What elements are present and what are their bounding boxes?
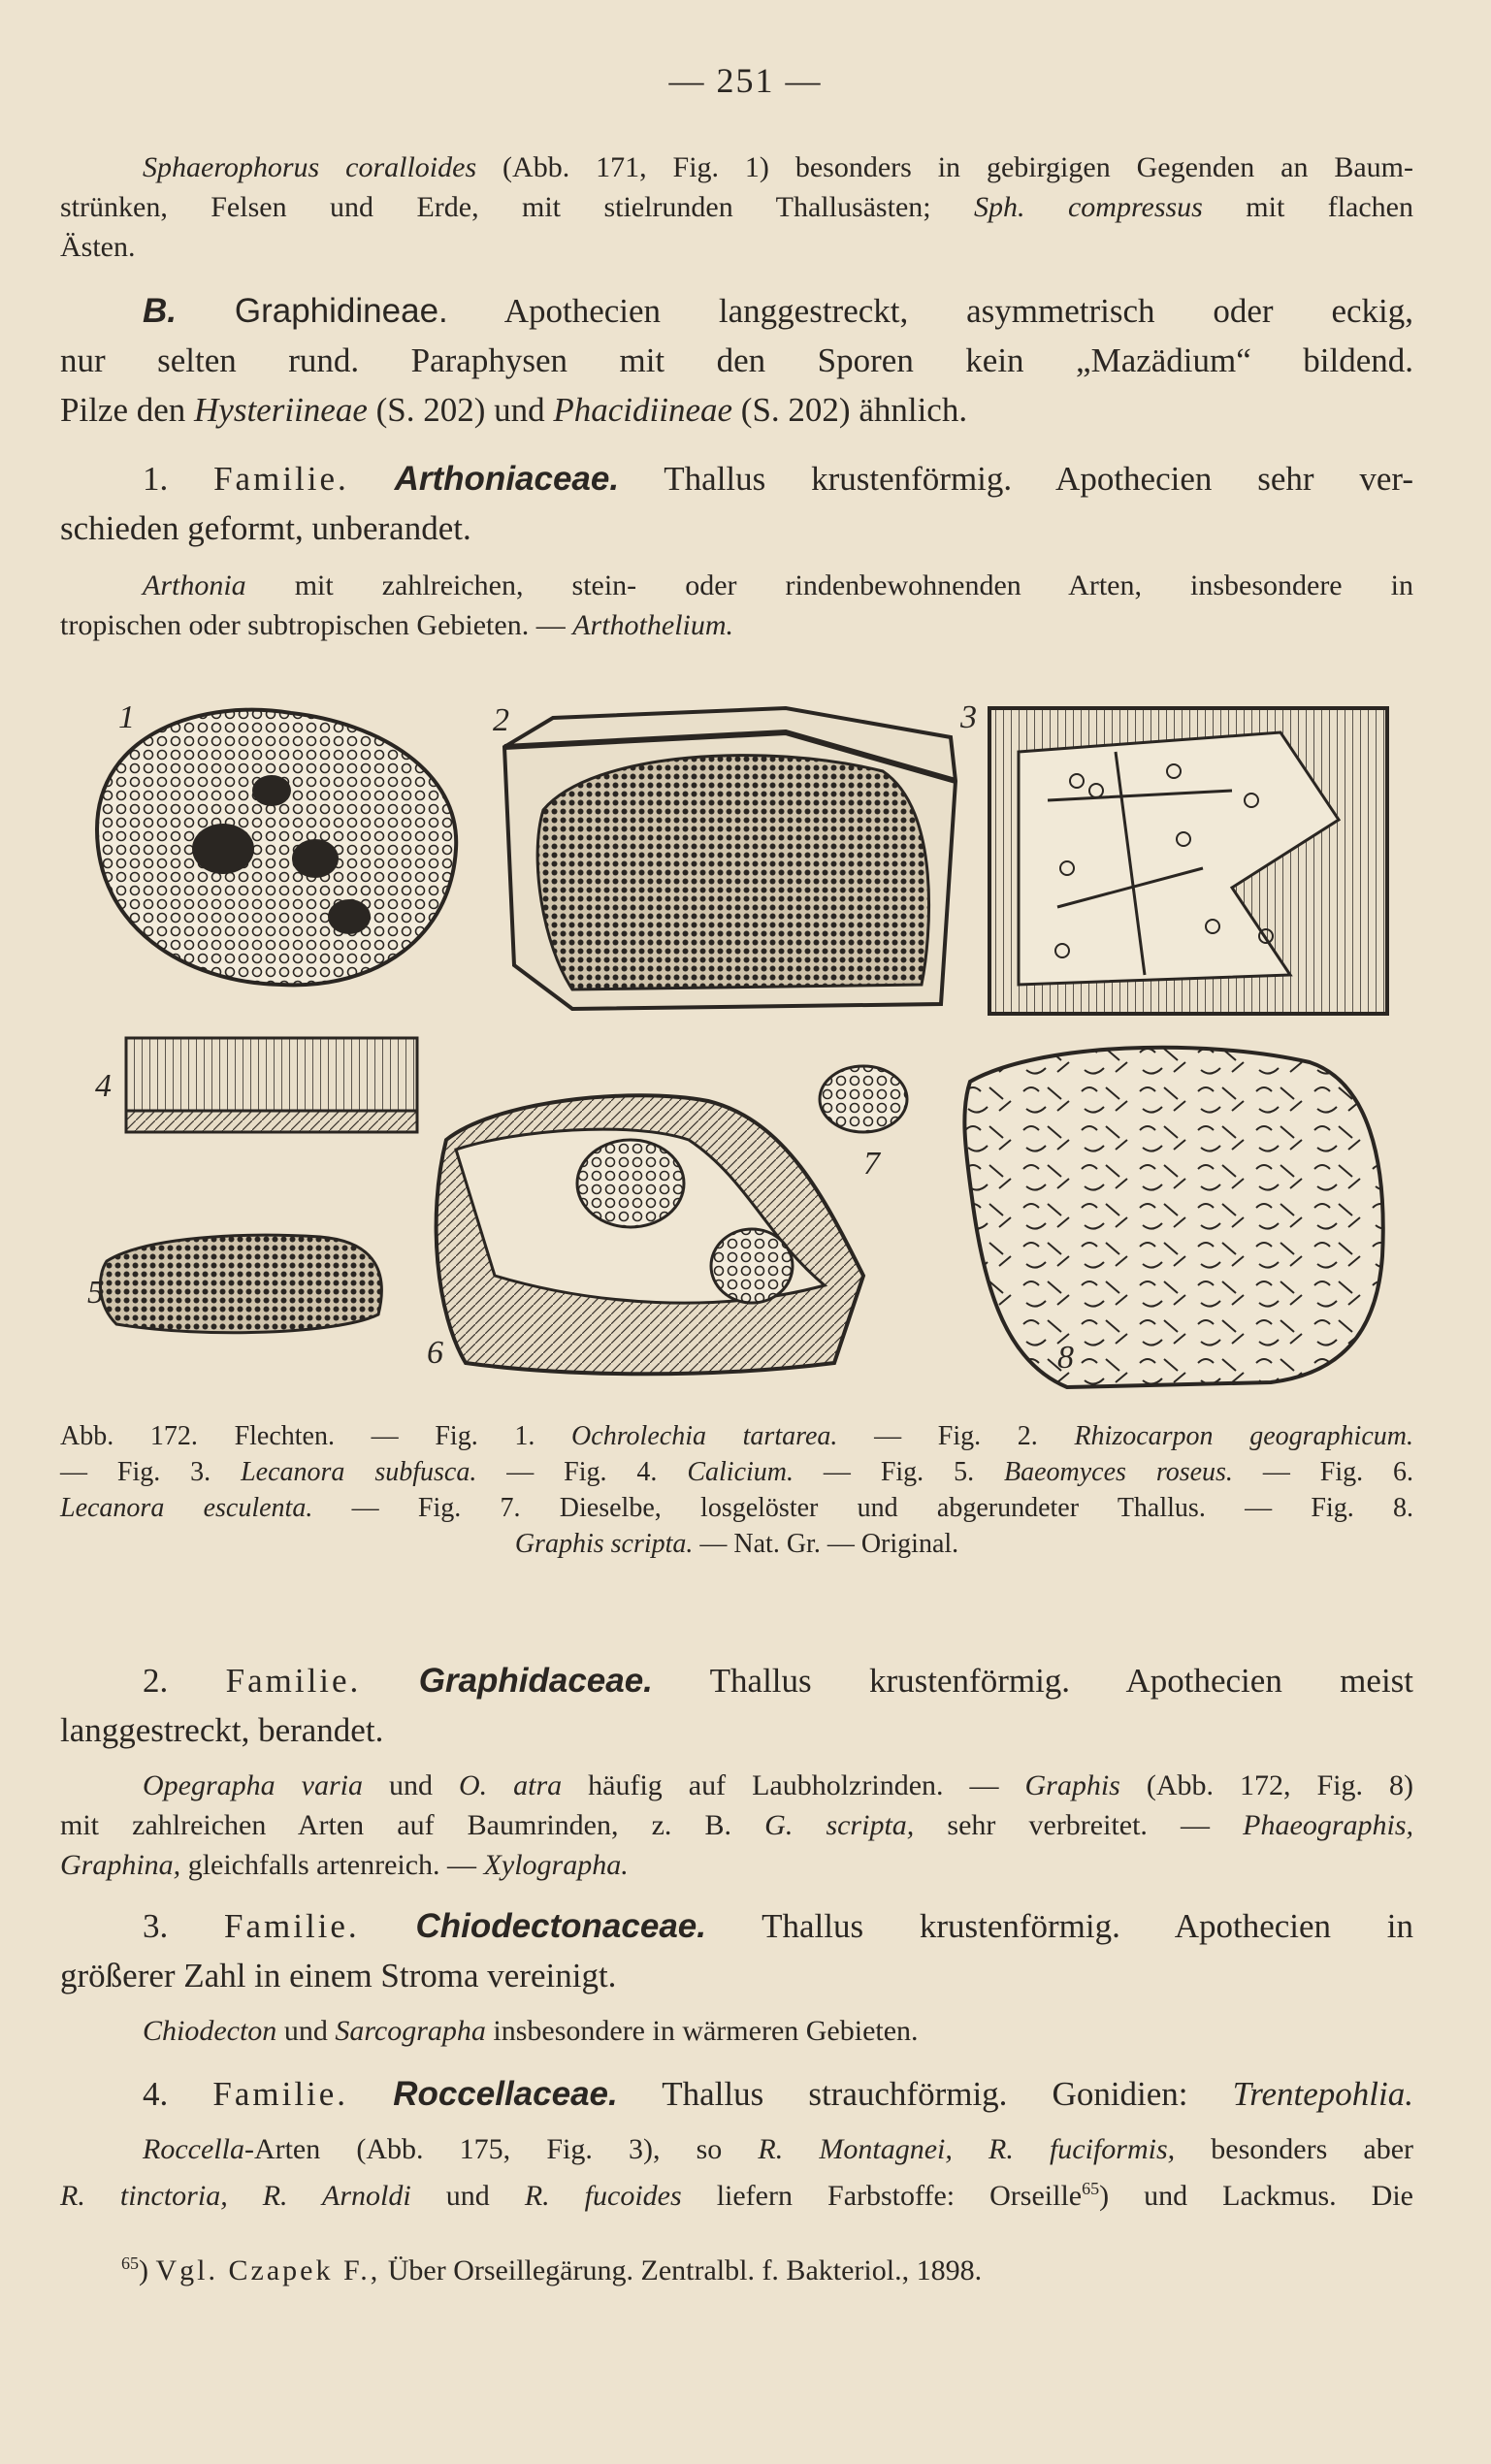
text-run: häufig auf Laubholzrinden. — [562, 1769, 1025, 1801]
fig-5-baeomyces [100, 1235, 381, 1332]
text-run: besonders aber [1175, 2133, 1414, 2165]
text-line [60, 336, 1413, 385]
text-line [60, 2011, 1413, 2051]
paragraph-opegrapha [60, 1766, 1413, 1885]
text-run: — Fig. 7. Dieselbe, losgelöster und abgerundeter Thallus. — Fig. 8. [312, 1493, 1414, 1523]
family-label: Familie. [213, 460, 349, 498]
text-run: Thallus krustenförmig. Apothecien sehr ver- [619, 460, 1414, 498]
fig-label-3: 3 [960, 699, 977, 735]
text-line [60, 1766, 1413, 1805]
family-number: 1. [143, 460, 214, 498]
text-line [60, 1901, 1413, 1951]
text-run: Über Orseillegärung. Zentralbl. f. Bakteriol., 1898. [380, 2254, 983, 2286]
fig-3-lecanora-subfusca [989, 708, 1387, 1014]
text-line [60, 1705, 1413, 1755]
genus-name: Graphina, [60, 1849, 181, 1881]
family-chiodectonaceae [60, 1901, 1413, 2000]
fig-label-4: 4 [95, 1068, 112, 1104]
caption-line [60, 1526, 1413, 1562]
genus-name: Arthonia [143, 569, 246, 601]
caption-line [60, 1454, 1413, 1490]
text-run: liefern Farbstoffe: Orseille [681, 2180, 1083, 2212]
text-run: — Fig. 5. [794, 1457, 1004, 1487]
genus-name: Sarcographa [335, 2015, 486, 2047]
text-run: mit flachen [1202, 191, 1414, 223]
text-run: Thallus krustenförmig. Apothecien meist [652, 1662, 1414, 1700]
text-line [60, 605, 1413, 645]
species-name: Rhizocarpon geographicum. [1074, 1421, 1413, 1451]
text-run: Thallus strauchförmig. Gonidien: [617, 2075, 1233, 2113]
species-name: R. fucoides [524, 2180, 682, 2212]
text-line [60, 1805, 1413, 1845]
fig-label-8: 8 [1057, 1340, 1074, 1376]
species-name: Opegrapha varia [143, 1769, 363, 1801]
footnote-marker: 65 [121, 2253, 139, 2273]
fig-1-ochrolechia [97, 710, 456, 986]
text-run: größerer Zahl in einem Stroma vereinigt. [60, 1957, 617, 1994]
text-run: -Arten (Abb. 175, Fig. 3), so [243, 2133, 759, 2165]
text-run: Pilze den [60, 391, 195, 429]
footnote-reference: 65 [1082, 2179, 1100, 2198]
species-name: R. Montagnei, R. fuciformis, [758, 2133, 1176, 2165]
text-run: gleichfalls artenreich. — [180, 1849, 484, 1881]
section-title: Graphidineae. [234, 292, 448, 330]
lichen-illustration [87, 694, 1407, 1407]
species-name: Lecanora esculenta. [60, 1493, 313, 1523]
genus-name: Arthothelium. [572, 609, 734, 641]
fig-7-thallus [820, 1066, 907, 1132]
text-line [60, 1845, 1413, 1885]
text-run: Abb. 172. Flechten. — Fig. 1. [60, 1421, 572, 1451]
species-name: G. scripta, [764, 1809, 915, 1841]
section-graphidineae [60, 286, 1413, 435]
text-run: Thallus krustenförmig. Apothecien in [705, 1907, 1413, 1945]
paragraph-arthonia [60, 566, 1413, 645]
paragraph-sphaerophorus [60, 147, 1413, 267]
text-run: mit zahlreichen Arten auf Baumrinden, z. B. [60, 1809, 765, 1841]
text-line [60, 2069, 1413, 2119]
family-name: Roccellaceae. [393, 2075, 618, 2113]
genus-name: Phaeographis, [1243, 1809, 1413, 1841]
family-graphidaceae [60, 1656, 1413, 1755]
species-name: R. tinctoria, R. Arnoldi [60, 2180, 411, 2212]
fig-2-rhizocarpon [504, 708, 956, 1009]
text-line [60, 2169, 1413, 2216]
species-name: Sphaerophorus coralloides [143, 151, 477, 183]
text-line [60, 227, 1413, 267]
text-run: ) [139, 2254, 156, 2286]
family-roccellaceae [60, 2069, 1413, 2119]
text-run: — Fig. 2. [837, 1421, 1075, 1451]
text-run: langgestreckt, berandet. [60, 1711, 384, 1749]
species-name: Calicium. [687, 1457, 794, 1487]
family-label: Familie. [212, 2075, 349, 2113]
caption-line [60, 1418, 1413, 1454]
taxon-name: Phacidiineae [553, 391, 733, 429]
family-label: Familie. [225, 1662, 362, 1700]
family-name: Graphidaceae. [418, 1662, 653, 1700]
genus-name: Xylographa. [483, 1849, 629, 1881]
genus-name: Graphis [1024, 1769, 1120, 1801]
fig-label-6: 6 [427, 1335, 443, 1371]
family-number: 2. [143, 1662, 226, 1700]
text-line [60, 286, 1413, 336]
text-line [60, 1656, 1413, 1705]
fig-label-5: 5 [87, 1275, 104, 1311]
fig-label-2: 2 [493, 702, 509, 738]
text-run: mit zahlreichen, stein- oder rindenbewohnenden Arten, insbesondere in [245, 569, 1413, 601]
species-name: Ochrolechia tartarea. [571, 1421, 838, 1451]
text-line [60, 503, 1413, 553]
text-run: (S. 202) und [367, 391, 554, 429]
family-label: Familie. [224, 1907, 360, 1945]
paragraph-chiodecton [60, 2011, 1413, 2051]
taxon-name: Hysteriineae [194, 391, 368, 429]
text-run: und [362, 1769, 459, 1801]
text-run: ) und Lackmus. Die [1099, 2180, 1413, 2212]
text-run: und [410, 2180, 525, 2212]
text-run: — Fig. 3. [60, 1457, 242, 1487]
footnote-author: Vgl. Czapek F., [155, 2254, 381, 2286]
text-line [60, 2129, 1413, 2169]
text-line [60, 1951, 1413, 2000]
species-name: Graphis scripta. [514, 1529, 694, 1559]
text-run: Apothecien langgestreckt, asymmetrisch oder eckig, [447, 292, 1413, 330]
fig-4-calicium [126, 1038, 417, 1132]
species-name: Sph. compressus [974, 191, 1203, 223]
section-letter: B. [143, 292, 177, 330]
genus-name: Chiodecton [143, 2015, 277, 2047]
species-name: O. atra [458, 1769, 563, 1801]
text-run: tropischen oder subtropischen Gebieten. — [60, 609, 573, 641]
text-line [60, 566, 1413, 605]
family-name: Arthoniaceae. [394, 460, 620, 498]
family-number: 4. [143, 2075, 213, 2113]
fig-label-1: 1 [118, 699, 135, 735]
figure-caption [60, 1418, 1413, 1562]
text-run: (Abb. 172, Fig. 8) [1119, 1769, 1413, 1801]
paragraph-roccella [60, 2129, 1413, 2216]
species-name: Baeomyces roseus. [1004, 1457, 1233, 1487]
genus-name: Roccella [143, 2133, 244, 2165]
species-name: Lecanora subfusca. [241, 1457, 477, 1487]
text-line [60, 187, 1413, 227]
fig-6-lecanora-esculenta [437, 1095, 863, 1374]
text-run: sehr verbreitet. — [914, 1809, 1244, 1841]
text-run: (S. 202) ähnlich. [732, 391, 968, 429]
text-run: strünken, Felsen und Erde, mit stielrunden Thallusästen; [60, 191, 975, 223]
text-run: — Nat. Gr. — Original. [693, 1529, 959, 1559]
text-run: und [276, 2015, 336, 2047]
caption-line [60, 1490, 1413, 1526]
text-line [60, 147, 1413, 187]
family-arthoniaceae [60, 454, 1413, 553]
fig-label-7: 7 [863, 1146, 880, 1182]
footnote [121, 2253, 982, 2287]
text-run: Ästen. [60, 231, 136, 263]
text-run: nur selten rund. Paraphysen mit den Sporen kein „Mazädium“ bildend. [60, 341, 1413, 379]
text-run: — Fig. 4. [476, 1457, 688, 1487]
fig-8-graphis-scripta [964, 1048, 1382, 1387]
genus-name: Trentepohlia. [1232, 2075, 1414, 2113]
page-number: — 251 — [668, 61, 823, 100]
family-number: 3. [143, 1907, 224, 1945]
text-line [60, 454, 1413, 503]
lichen-figure-plate [87, 694, 1407, 1407]
text-run: schieden geformt, unberandet. [60, 509, 471, 547]
family-name: Chiodectonaceae. [415, 1907, 706, 1945]
text-run: insbesondere in wärmeren Gebieten. [485, 2015, 919, 2047]
text-run: — Fig. 6. [1232, 1457, 1414, 1487]
text-line [60, 385, 1413, 435]
text-run: (Abb. 171, Fig. 1) besonders in gebirgigen Gegenden an Baum- [476, 151, 1413, 183]
